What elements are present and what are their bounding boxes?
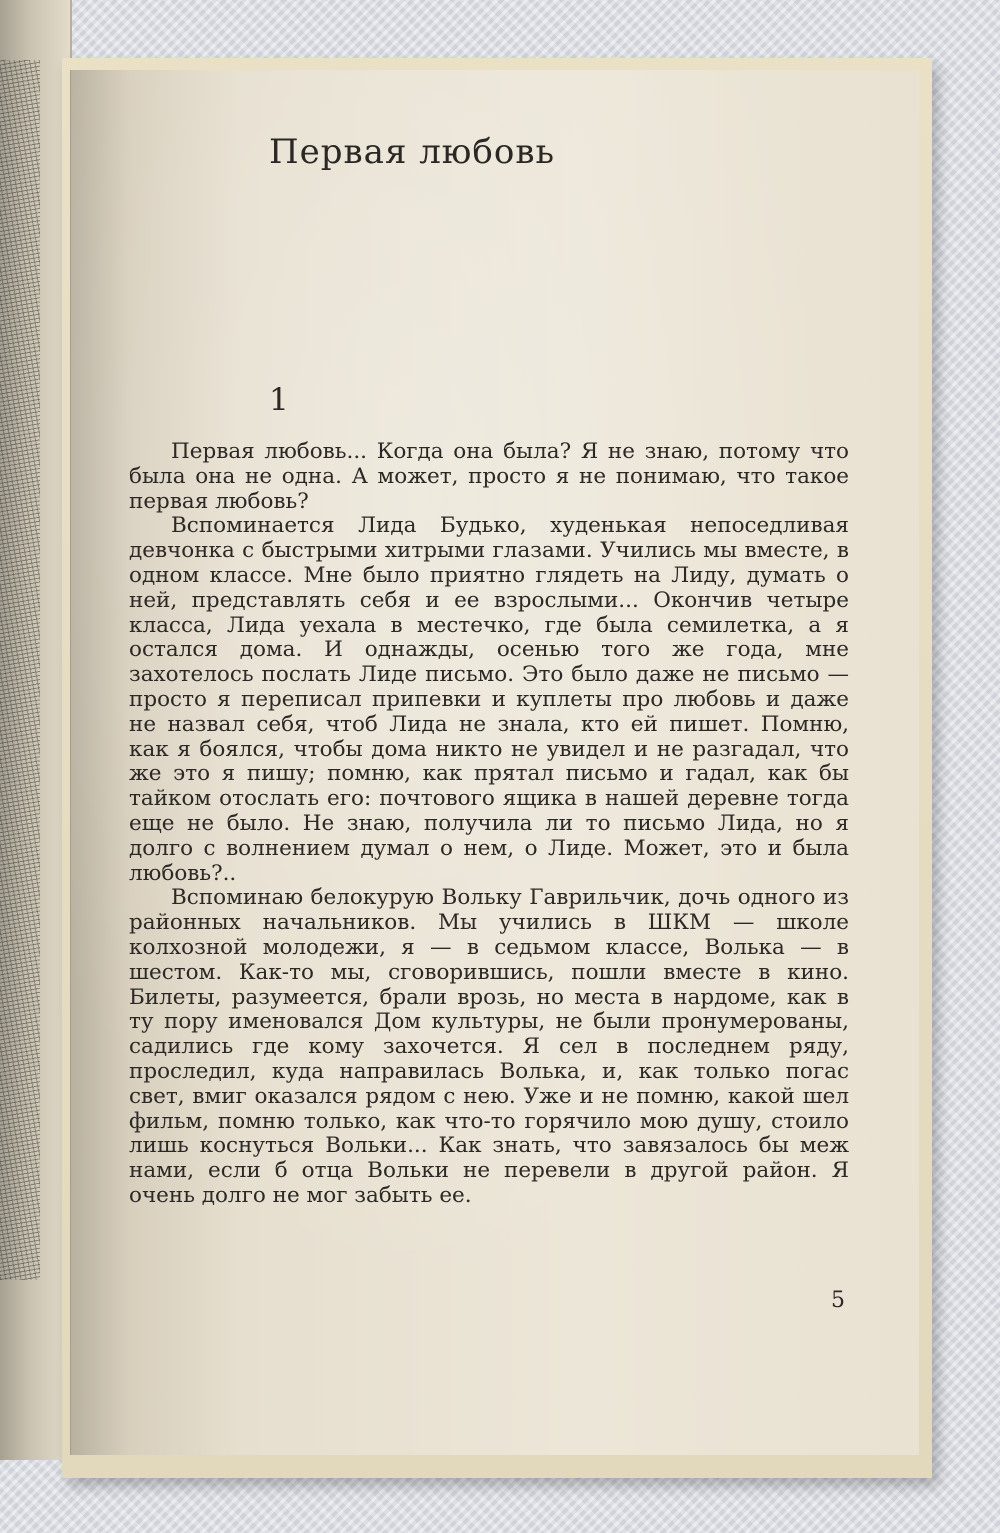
page-number: 5 — [831, 1288, 845, 1313]
chapter-title: Первая любовь — [269, 132, 555, 172]
book-page — [70, 70, 919, 1455]
paragraph: Первая любовь... Когда она была? Я не знаю, потому что была она не одна. А может, просто я не понимаю, что такое первая любовь? — [129, 439, 849, 514]
engraving-illustration — [0, 60, 40, 1280]
section-number: 1 — [269, 382, 289, 418]
paragraph: Вспоминается Лида Будько, худенькая непоседливая девчонка с быстрыми хитрыми глазами. Учились мы вместе, в одном классе. Мне было приятно глядеть на Лиду, думать о ней, представлять себя и ее взрослыми... Окончив четыре класса, Лида уехала в местечко, где была семилетка, а я остался дома. И однажды, осенью того же года, мне захотелось послать Лиде письмо. Это было даже не письмо — просто я переписал припевки и куплеты про любовь и даже не назвал себя, чтоб Лида не знала, кто ей пишет. Помню, как я боялся, чтобы дома никто не увидел и не разгадал, что же это я пишу; помню, как прятал письмо и гадал, как бы тайком отослать его: почтового ящика в нашей деревне тогда еще не было. Не знаю, получила ли то письмо Лида, но я долго с волнением думал о нем, о Лиде. Может, это и была любовь?.. — [129, 513, 849, 886]
body-text — [129, 440, 849, 1209]
paragraph: Вспоминаю белокурую Вольку Гаврильчик, дочь одного из районных начальников. Мы учились в ШКМ — школе колхозной молодежи, я — в седьмом классе, Волька — в шестом. Как-то мы, сговорившись, пошли вместе в кино. Билеты, разумеется, брали врозь, но места в нардоме, как в ту пору именовался Дом культуры, не были пронумерованы, садились где кому захочется. Я сел в последнем ряду, проследил, куда направилась Волька, и, как только погас свет, вмиг оказался рядом с нею. Уже и не помню, какой шел фильм, помню только, как что-то горячило мою душу, стоило лишь коснуться Вольки... Как знать, что завязалось бы меж нами, если б отца Вольки не перевели в другой район. Я очень долго не мог забыть ее. — [129, 885, 849, 1208]
